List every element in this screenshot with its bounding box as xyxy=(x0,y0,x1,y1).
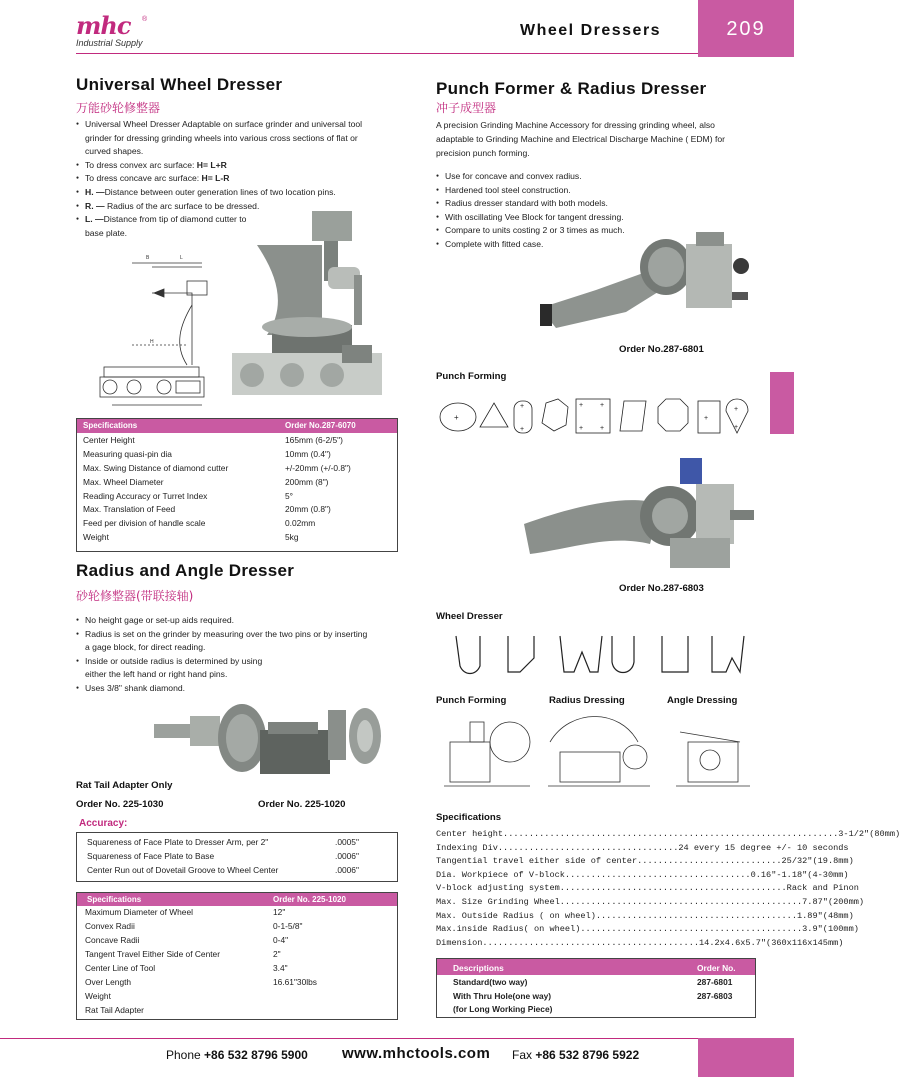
list-item: a gage block, for direct reading. xyxy=(85,642,206,653)
table-header-order: Order No.287-6070 xyxy=(285,421,356,430)
punch-intro: A precision Grinding Machine Accessory for dressing grinding wheel, also adaptable to Grinding Machine and Electrical Discharge Machine ( EDM) for precision punch forming. xyxy=(436,120,725,158)
table-header-spec: Specifications xyxy=(87,894,142,904)
svg-text:+: + xyxy=(600,425,605,432)
svg-text:+: + xyxy=(579,425,584,432)
table-row: Center Line of Tool 3.4" xyxy=(85,963,288,973)
table-row: Reading Accuracy or Turret Index 5° xyxy=(83,490,294,501)
svg-text:+: + xyxy=(704,415,709,422)
wheel-dresser-title: Wheel Dresser xyxy=(436,611,503,622)
spec-line: Dimension..........................................14.2x4.6x5.7"(360x116x145mm) xyxy=(436,937,844,948)
logo-subtitle: Industrial Supply xyxy=(76,38,143,48)
punch-former-photo-1 xyxy=(536,232,751,332)
table-row: Measuring quasi-pin dia 10mm (0.4") xyxy=(83,448,331,459)
svg-text:+: + xyxy=(520,426,525,433)
table-header xyxy=(77,893,397,906)
footer-fax: Fax +86 532 8796 5922 xyxy=(512,1048,640,1062)
svg-text:+: + xyxy=(600,402,605,409)
list-item: ● Use for concave and convex radius. xyxy=(436,170,766,184)
table-row: Concave Radii 0-4" xyxy=(85,935,289,945)
list-item: ● L. —Distance from tip of diamond cutter to xyxy=(76,213,406,227)
universal-dresser-drawing xyxy=(92,205,382,415)
svg-text:+: + xyxy=(734,406,739,413)
table-row: Feed per division of handle scale 0.02mm xyxy=(83,518,316,529)
list-item: base plate. xyxy=(85,227,128,238)
table-row: Center Height 165mm (6-2/5") xyxy=(83,435,343,445)
punch-forming-title: Punch Forming xyxy=(436,371,507,382)
spec-line: V-block adjusting system............................................Rack and Pinon xyxy=(436,883,859,894)
list-item: ● Radius is set on the grinder by measuring over the two pins or by inserting xyxy=(76,628,406,642)
list-item: either the left hand or right hand pins. xyxy=(85,669,228,680)
description-table xyxy=(436,958,756,1018)
application-sketches xyxy=(440,712,760,792)
list-item: ● To dress convex arc surface: H= L+R xyxy=(76,159,406,173)
list-item: ● H. —Distance between outer generation lines of two location pins. xyxy=(76,186,406,200)
table-header xyxy=(77,419,397,433)
table-row: Standard(two way) 287-6801 xyxy=(453,977,733,987)
list-item: ● Complete with fitted case. xyxy=(436,238,766,252)
universal-title: Universal Wheel Dresser xyxy=(76,75,283,94)
spec-line: Max.inside Radius( on wheel)...........................................3.9"(100mm) xyxy=(436,924,859,935)
table-row: Squareness of Face Plate to Dresser Arm, per 2" .0005" xyxy=(87,837,359,847)
diagram-label-b: B xyxy=(146,255,150,261)
svg-text:+: + xyxy=(520,403,525,410)
diagram-label-h: H xyxy=(150,339,154,345)
svg-text:+: + xyxy=(579,402,584,409)
order-no-225-1020: Order No. 225-1020 xyxy=(258,799,346,810)
page-number: 209 xyxy=(698,0,794,57)
universal-spec-table xyxy=(76,418,398,552)
section-title: Wheel Dressers xyxy=(520,22,662,39)
list-item: ● Radius dresser standard with both models. xyxy=(436,197,766,211)
table-row: Weight 5kg xyxy=(83,532,299,543)
list-item: ● With oscillating Vee Block for tangent dressing. xyxy=(436,211,766,225)
spec-line: Dia. Workpiece of V-block....................................0.16"-1.18"(4-30mm) xyxy=(436,869,849,880)
universal-title-cn: 万能砂轮修整器 xyxy=(76,101,161,115)
accuracy-table xyxy=(76,832,398,882)
table-row: Over Length 16.61"30lbs xyxy=(85,977,317,987)
table-row: Convex Radii 0-1-5/8" xyxy=(85,921,303,931)
accuracy-label: Accuracy: xyxy=(79,818,128,829)
list-item: ● Compare to units costing 2 or 3 times as much. xyxy=(436,224,766,238)
list-item: grinder for dressing grinding wheels into various cross sections of flat or xyxy=(85,132,358,143)
table-row: Rat Tail Adapter xyxy=(85,1005,144,1015)
table-row: (for Long Working Piece) xyxy=(453,1004,553,1014)
list-item: ● R. — Radius of the arc surface to be dressed. xyxy=(76,200,406,214)
order-no-287-6803: Order No.287-6803 xyxy=(619,583,704,594)
punch-title-cn: 冲子成型器 xyxy=(436,101,497,115)
punch-spec-list xyxy=(436,828,900,950)
wheel-dresser-profiles xyxy=(450,632,750,680)
list-item: ● Hardened tool steel construction. xyxy=(436,184,766,198)
list-item: ● Universal Wheel Dresser Adaptable on surface grinder and universal tool xyxy=(76,118,406,132)
table-header-desc: Descriptions xyxy=(453,963,504,973)
app-label-angle-dressing: Angle Dressing xyxy=(667,695,738,706)
radius-title-cn: 砂轮修整器(带联接轴) xyxy=(76,589,194,603)
diagram-label-l: L xyxy=(180,255,183,261)
radius-title: Radius and Angle Dresser xyxy=(76,561,295,580)
list-item: ● To dress concave arc surface: H= L-R xyxy=(76,172,406,186)
app-label-punch-forming: Punch Forming xyxy=(436,695,507,706)
table-row: Squareness of Face Plate to Base .0006" xyxy=(87,851,359,861)
spec-line: Tangential travel either side of center............................25/32"(19.8mm) xyxy=(436,856,854,867)
radius-spec-table xyxy=(76,892,398,1020)
footer-rule xyxy=(0,1038,794,1039)
logo-mark: mhc xyxy=(76,11,131,40)
table-row: Maximum Diameter of Wheel 12" xyxy=(85,907,286,917)
order-no-287-6801: Order No.287-6801 xyxy=(619,344,704,355)
app-label-radius-dressing: Radius Dressing xyxy=(549,695,625,706)
table-header xyxy=(437,959,755,975)
table-header-order: Order No. 225-1020 xyxy=(273,894,346,904)
brand-logo xyxy=(76,11,166,48)
svg-text:+: + xyxy=(734,424,739,431)
punch-forming-shapes xyxy=(436,395,766,439)
table-row: Max. Wheel Diameter 200mm (8") xyxy=(83,476,329,487)
spec-line: Max. Size Grinding Wheel...............................................7.87"(200mm) xyxy=(436,896,865,907)
list-item: ● Inside or outside radius is determined by using xyxy=(76,655,406,669)
list-item: ● No height gage or set-up aids required. xyxy=(76,614,406,628)
footer-website[interactable]: www.mhctools.com xyxy=(342,1045,491,1062)
table-header-spec: Specifications xyxy=(83,421,138,430)
footer-tab xyxy=(698,1038,794,1077)
punch-specs-title: Specifications xyxy=(436,812,502,823)
punch-former-photo-2 xyxy=(520,454,755,574)
table-row: Tangent Travel Either Side of Center 2" xyxy=(85,949,281,959)
header-rule xyxy=(76,53,794,54)
spec-line: Indexing Div...................................24 every 15 degree +/- 10 seconds xyxy=(436,842,849,853)
table-row: Max. Swing Distance of diamond cutter +/-20mm (+/-0.8") xyxy=(83,462,351,473)
table-header-order: Order No. xyxy=(697,963,736,973)
table-row: Weight xyxy=(85,991,111,1001)
footer-phone: Phone +86 532 8796 5900 xyxy=(166,1048,308,1062)
radius-bullets xyxy=(76,614,406,696)
spec-line: Max. Outside Radius ( on wheel).......................................1.89"(48mm) xyxy=(436,910,854,921)
table-row: Center Run out of Dovetail Groove to Wheel Center .0006" xyxy=(87,865,359,875)
order-no-225-1030: Order No. 225-1030 xyxy=(76,799,164,810)
spec-line: Center height.................................................................3-1/2"(80mm) xyxy=(436,829,900,839)
radius-dresser-photo xyxy=(150,700,395,778)
list-item: curved shapes. xyxy=(85,146,144,157)
punch-title: Punch Former & Radius Dresser xyxy=(436,79,707,98)
table-row: With Thru Hole(one way) 287-6803 xyxy=(453,990,733,1001)
registered-mark: ® xyxy=(142,16,148,23)
adapter-label: Rat Tail Adapter Only xyxy=(76,780,173,791)
side-tab xyxy=(770,372,794,434)
list-item: ● Uses 3/8" shank diamond. xyxy=(76,682,406,696)
svg-text:+: + xyxy=(454,413,459,422)
table-row: Max. Translation of Feed 20mm (0.8") xyxy=(83,504,331,515)
